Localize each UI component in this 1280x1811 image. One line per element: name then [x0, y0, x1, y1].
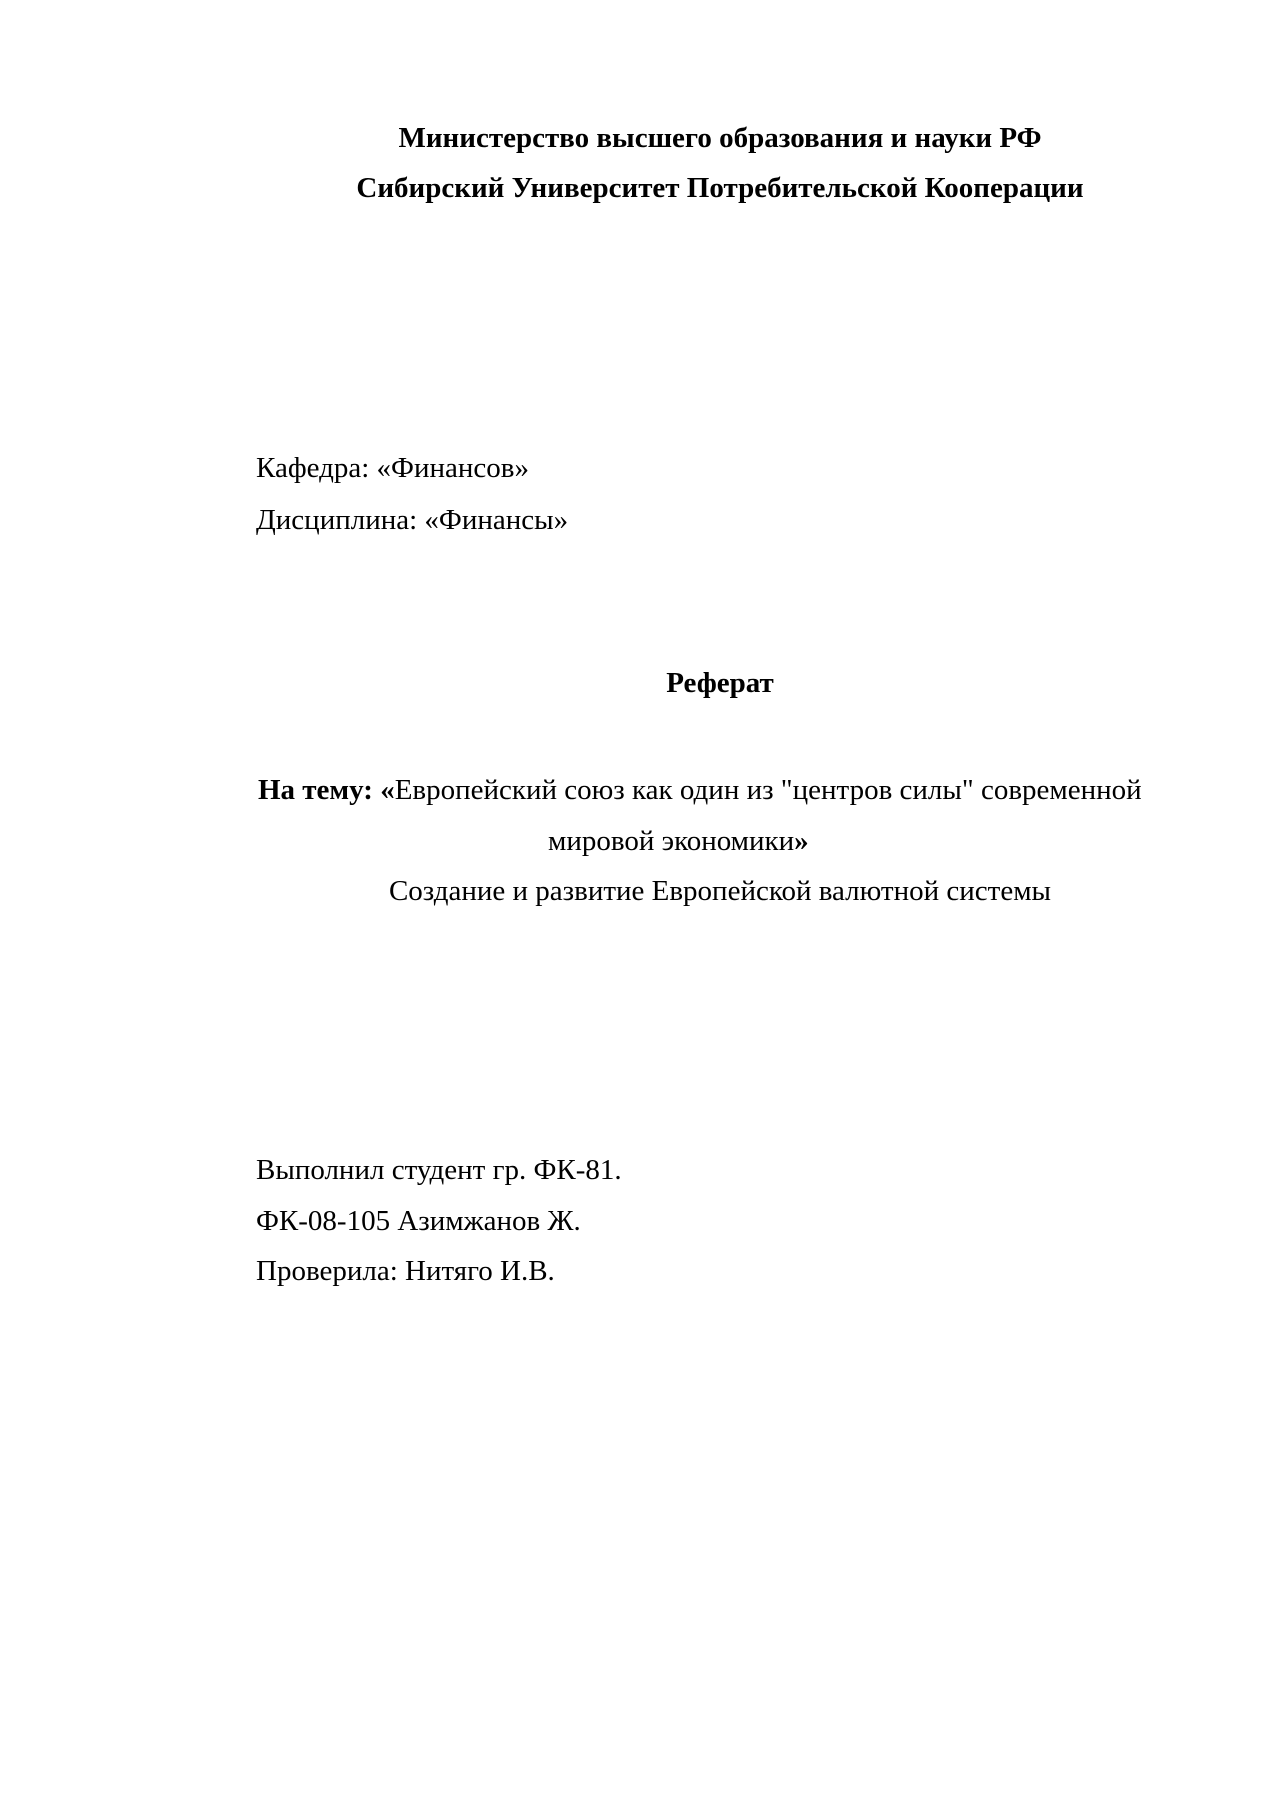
ministry-heading: Министерство высшего образования и науки РФ: [398, 122, 1042, 154]
topic-line-1: [258, 772, 1142, 808]
topic-subtitle: Создание и развитие Европейской валютной системы: [388, 875, 1052, 907]
topic-quote-open: «: [380, 774, 395, 806]
student-line: ФК-08-105 Азимжанов Ж.: [256, 1205, 581, 1237]
department-line: Кафедра: «Финансов»: [256, 452, 529, 484]
topic-prefix: На тему:: [258, 774, 373, 806]
topic-text-line1: Европейский союз как один из "центров силы" современной: [394, 774, 1142, 806]
topic-quote-close: »: [794, 825, 809, 857]
discipline-line: Дисциплина: «Финансы»: [256, 504, 569, 536]
document-title: Реферат: [666, 667, 774, 699]
university-heading: Сибирский Университет Потребительской Кооперации: [356, 172, 1084, 204]
topic-text-line2: мировой экономики: [548, 825, 795, 857]
topic-line-2: [548, 823, 809, 859]
checked-by-line: Проверила: Нитяго И.В.: [256, 1255, 555, 1287]
performed-by-line: Выполнил студент гр. ФК-81.: [256, 1154, 622, 1186]
